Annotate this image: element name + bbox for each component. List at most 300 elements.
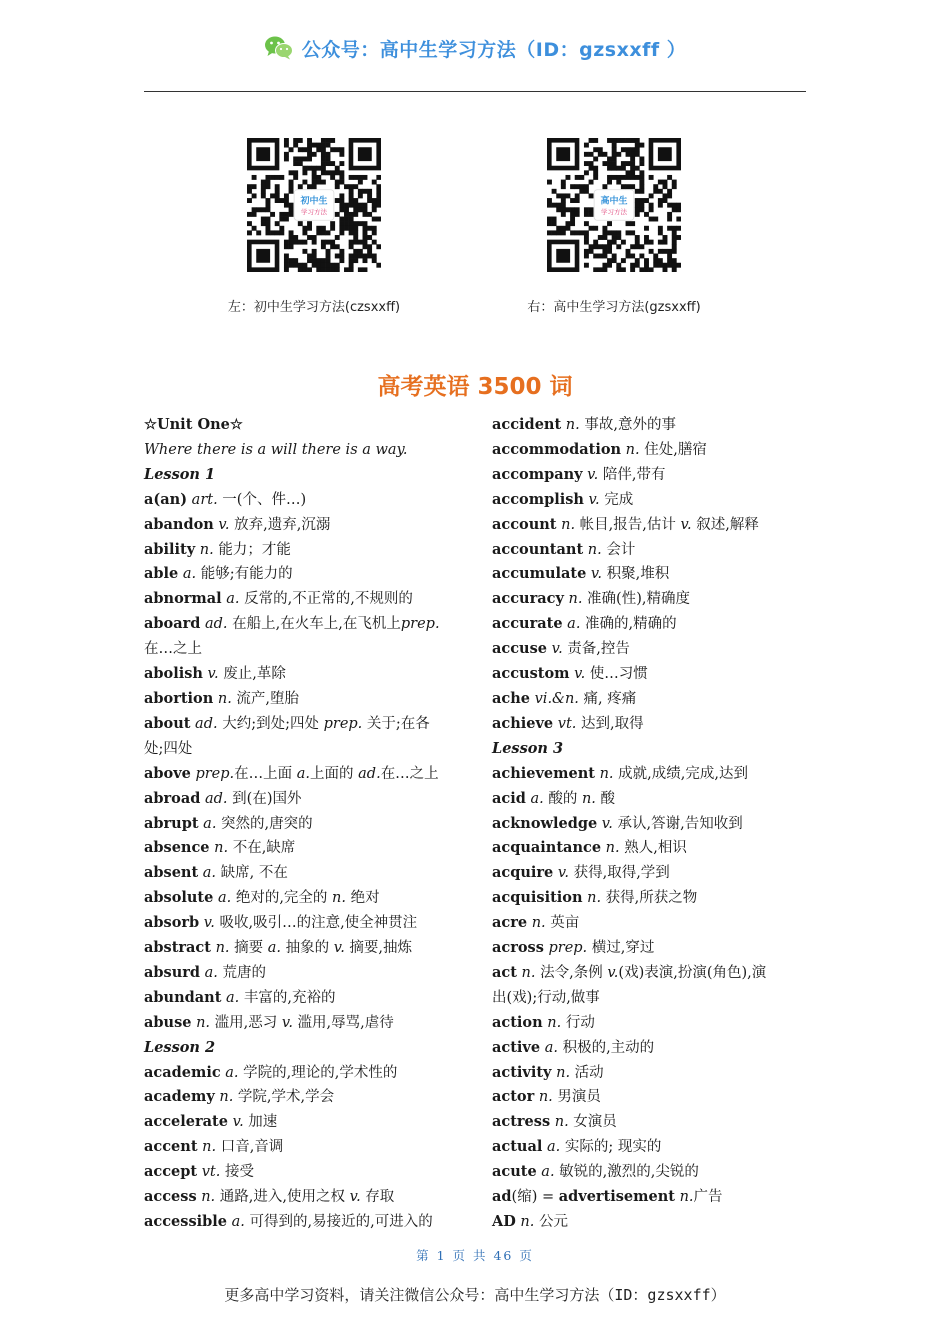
qr-module (644, 263, 649, 268)
headword: absurd (144, 963, 201, 981)
header-divider (144, 91, 806, 92)
qr-module (270, 175, 275, 180)
qr-module (612, 230, 617, 235)
qr-module (376, 198, 381, 203)
qr-module (339, 180, 344, 185)
qr-module (672, 184, 677, 189)
qr-module (298, 156, 303, 161)
part-of-speech: v. (199, 915, 215, 932)
qr-module (602, 267, 607, 272)
qr-module (593, 166, 598, 171)
qr-module (584, 184, 589, 189)
vocab-entry (144, 1110, 464, 1135)
headword: abstract (144, 939, 211, 957)
qr-module (663, 240, 668, 245)
qr-module (561, 226, 566, 231)
definition: 完成 (599, 491, 634, 508)
qr-module (607, 156, 612, 161)
headword: act (492, 963, 517, 981)
qr-module (284, 156, 289, 161)
qr-module (307, 147, 312, 152)
qr-module (284, 152, 289, 157)
qr-module (616, 263, 621, 268)
qr-module (312, 166, 317, 171)
qr-module (339, 217, 344, 222)
headword: acknowledge (492, 814, 598, 832)
definition: 责备,控告 (562, 641, 630, 658)
part-of-speech: v. (546, 641, 563, 658)
definition: 实际的; 现实的 (560, 1139, 662, 1156)
part-of-speech: n. (583, 541, 602, 558)
qr-module (635, 175, 640, 180)
qr-module (326, 161, 331, 166)
qr-module (335, 254, 340, 259)
definition: 帐目,报告,估计 (575, 516, 681, 533)
definition: 可得到的,易接近的,可进入的 (244, 1214, 433, 1230)
qr-module (552, 217, 557, 222)
headword: ad (492, 1188, 512, 1206)
qr-module (630, 170, 635, 175)
qr-module (358, 203, 363, 208)
qr-right (484, 138, 744, 315)
qr-module (344, 203, 349, 208)
qr-module (621, 240, 626, 245)
header-title: 公众号：高中生学习方法（ID：gzsxxff ） (301, 38, 687, 61)
qr-module (289, 207, 294, 212)
headword: access (144, 1188, 197, 1206)
qr-module (561, 203, 566, 208)
part-of-speech: a. (227, 1214, 245, 1230)
headword: advertisement (558, 1188, 675, 1206)
definition: 突然的,唐突的 (216, 815, 313, 832)
qr-module (330, 267, 335, 272)
qr-module (279, 230, 284, 235)
headword: about (144, 714, 191, 732)
part-of-speech: prep. (400, 616, 440, 633)
qr-module (307, 143, 312, 148)
qr-module (635, 203, 640, 208)
qr-module (570, 221, 575, 226)
qr-module (616, 175, 621, 180)
qr-module (644, 258, 649, 263)
headword: a(an) (144, 490, 188, 508)
qr-module (321, 138, 326, 143)
qr-module (321, 152, 326, 157)
vocab-entry (144, 1160, 464, 1185)
qr-module (289, 212, 294, 217)
part-of-speech: n. (582, 890, 602, 907)
definition: 加速 (243, 1114, 278, 1131)
definition: 关于;在各 (362, 715, 430, 732)
qr-module (667, 212, 672, 217)
qr-module (552, 221, 557, 226)
qr-module (607, 258, 612, 263)
qr-module (256, 207, 261, 212)
qr-module (358, 189, 363, 194)
qr-module (367, 193, 372, 198)
vocab-entry (492, 1110, 812, 1135)
qr-module (358, 267, 363, 272)
qr-module (353, 198, 358, 203)
qr-module (372, 207, 377, 212)
qr-module (663, 249, 668, 254)
headword: accomplish (492, 490, 584, 508)
qr-module (363, 189, 368, 194)
vocab-entry (492, 1085, 812, 1110)
qr-module (363, 212, 368, 217)
qr-module (584, 230, 589, 235)
qr-module (376, 184, 381, 189)
qr-module (667, 258, 672, 263)
qr-module (621, 258, 626, 263)
headword: active (492, 1038, 541, 1056)
qr-module (349, 217, 354, 222)
vocab-entry (144, 538, 464, 563)
page-header (0, 28, 950, 68)
qr-module (630, 254, 635, 259)
qr-module (302, 147, 307, 152)
qr-module (312, 240, 317, 245)
qr-module (302, 267, 307, 272)
vocab-entry (492, 836, 812, 861)
vocab-entry (492, 413, 812, 438)
vocab-entry (144, 513, 464, 538)
qr-module (589, 207, 594, 212)
qr-module (335, 166, 340, 171)
qr-module (321, 240, 326, 245)
qr-module (312, 263, 317, 268)
qr-module (289, 230, 294, 235)
qr-module (293, 240, 298, 245)
vocab-entry (144, 612, 464, 637)
qr-module (302, 249, 307, 254)
qr-module (639, 175, 644, 180)
qr-module (302, 156, 307, 161)
qr-module (376, 263, 381, 268)
part-of-speech: n. (621, 441, 640, 458)
qr-module (261, 189, 266, 194)
qr-module (552, 230, 557, 235)
definition: 绝对 (346, 890, 380, 907)
qr-module (353, 249, 358, 254)
qr-module (602, 244, 607, 249)
qr-module (275, 184, 280, 189)
qr-module (339, 147, 344, 152)
qr-module (658, 263, 663, 268)
qr-module (667, 254, 672, 259)
qr-module (593, 147, 598, 152)
qr-module (593, 170, 598, 175)
qr-module (612, 175, 617, 180)
qr-module (644, 240, 649, 245)
qr-module (247, 221, 252, 226)
qr-module (658, 230, 663, 235)
qr-module (363, 203, 368, 208)
qr-module (344, 221, 349, 226)
vocab-entry (492, 1011, 812, 1036)
definition: 学院的,理论的,学术性的 (238, 1064, 398, 1081)
qr-module (293, 263, 298, 268)
definition: 接受 (220, 1164, 254, 1181)
qr-module (667, 175, 672, 180)
qr-module (289, 184, 294, 189)
qr-module (321, 143, 326, 148)
qr-module (284, 212, 289, 217)
qr-module (584, 143, 589, 148)
definition: 滥用,恶习 (210, 1014, 282, 1031)
qr-module (612, 147, 617, 152)
definition: (戏)表演,扮演(角色),演 (618, 964, 767, 981)
vocab-entry (492, 787, 812, 812)
part-of-speech: n. (213, 690, 232, 707)
qr-module (353, 184, 358, 189)
qr-module (321, 263, 326, 268)
qr-module (247, 230, 252, 235)
definition: 能力；才能 (213, 541, 291, 558)
part-of-speech: vt. (197, 1164, 221, 1181)
qr-module (275, 230, 280, 235)
qr-module (593, 254, 598, 259)
part-of-speech: n. (542, 1014, 562, 1031)
qr-module (293, 175, 298, 180)
qr-module (349, 212, 354, 217)
part-of-speech: n. (210, 940, 230, 957)
qr-module (339, 198, 344, 203)
qr-module (584, 212, 589, 217)
definition: 男演员 (552, 1089, 601, 1106)
qr-module (335, 198, 340, 203)
vocab-entry (144, 662, 464, 687)
qr-module (639, 180, 644, 185)
qr-module (358, 180, 363, 185)
qr-module (298, 263, 303, 268)
qr-module (556, 203, 561, 208)
definition: 获得,所获之物 (601, 890, 698, 907)
qr-module (672, 240, 677, 245)
definition: 获得,取得,学到 (568, 865, 670, 882)
headword: above (144, 764, 191, 782)
qr-module (339, 230, 344, 235)
qr-module (326, 263, 331, 268)
definition: 英亩 (545, 915, 580, 932)
qr-module (663, 193, 668, 198)
part-of-speech: a. (220, 1064, 239, 1081)
definition: 存取 (360, 1189, 395, 1206)
qr-module (344, 217, 349, 222)
qr-module (630, 166, 635, 171)
definition: 公元 (534, 1214, 568, 1230)
definition: 活动 (570, 1064, 604, 1081)
qr-module (339, 249, 344, 254)
qr-module (676, 203, 681, 208)
qr-module (307, 235, 312, 240)
qr-module (289, 244, 294, 249)
qr-module (556, 226, 561, 231)
vocab-entry-continuation (144, 637, 464, 662)
qr-module (326, 138, 331, 143)
qr-module (307, 184, 312, 189)
definition: 熟人,相识 (619, 840, 687, 857)
qr-module (607, 175, 612, 180)
qr-module (298, 138, 303, 143)
qr-module (584, 249, 589, 254)
headword: academic (144, 1063, 221, 1081)
qr-module (593, 244, 598, 249)
qr-module (349, 198, 354, 203)
qr-module (635, 198, 640, 203)
qr-module (349, 240, 354, 245)
vocab-entry (144, 911, 464, 936)
qr-module (607, 180, 612, 185)
definition: 在…上面 (234, 765, 297, 782)
qr-module (584, 254, 589, 259)
qr-module (635, 235, 640, 240)
qr-module (658, 258, 663, 263)
qr-module (667, 217, 672, 222)
definition: 法令,条例 (535, 964, 608, 981)
qr-module (644, 212, 649, 217)
vocab-entry (492, 463, 812, 488)
qr-module (335, 244, 340, 249)
qr-module (658, 240, 663, 245)
qr-module (293, 156, 298, 161)
qr-module (584, 161, 589, 166)
qr-module (312, 180, 317, 185)
qr-module (612, 143, 617, 148)
qr-module (358, 249, 363, 254)
headword: abundant (144, 988, 222, 1006)
part-of-speech: a. (178, 566, 197, 583)
qr-module (289, 147, 294, 152)
headword: acre (492, 914, 528, 932)
qr-module (367, 212, 372, 217)
headword: abnormal (144, 590, 222, 608)
qr-module (312, 254, 317, 259)
definition: 缺席, 不在 (216, 865, 288, 882)
qr-module (302, 170, 307, 175)
vocab-entry (492, 1210, 812, 1235)
qr-module (339, 175, 344, 180)
qr-module (639, 267, 644, 272)
qr-module (589, 244, 594, 249)
qr-module (602, 152, 607, 157)
qr-module (367, 226, 372, 231)
qr-module (653, 258, 658, 263)
qr-module (372, 203, 377, 208)
qr-module (358, 254, 363, 259)
vocab-entry (144, 787, 464, 812)
qr-module (667, 203, 672, 208)
qr-module (372, 226, 377, 231)
qr-module (358, 207, 363, 212)
qr-module (261, 221, 266, 226)
qr-module (626, 230, 631, 235)
headword: accompany (492, 465, 583, 483)
qr-module (298, 267, 303, 272)
qr-module (252, 193, 257, 198)
qr-module (589, 212, 594, 217)
qr-module (639, 207, 644, 212)
qr-module (316, 258, 321, 263)
qr-module (372, 180, 377, 185)
vocab-entry (492, 762, 812, 787)
part-of-speech: v. (227, 1114, 244, 1131)
qr-module (602, 254, 607, 259)
definition: 积极的,主动的 (557, 1039, 655, 1056)
vocab-entry (144, 861, 464, 886)
qr-module (552, 189, 557, 194)
part-of-speech: v. (583, 491, 600, 508)
headword: actress (492, 1113, 551, 1131)
qr-module (672, 226, 677, 231)
qr-module (626, 175, 631, 180)
definition: 在船上,在火车上,在飞机上 (227, 616, 401, 633)
qr-module (621, 166, 626, 171)
part-of-speech: a. (198, 815, 217, 832)
qr-module (635, 258, 640, 263)
qr-module (556, 193, 561, 198)
qr-module (658, 226, 663, 231)
qr-module (349, 193, 354, 198)
qr-module (339, 203, 344, 208)
qr-module (275, 221, 280, 226)
definition: 准确的,精确的 (580, 616, 677, 633)
vocab-entry (144, 936, 464, 961)
qr-module (349, 258, 354, 263)
qr-module (676, 235, 681, 240)
vocab-entry (144, 1135, 464, 1160)
vocab-entry (492, 961, 812, 986)
qr-module (616, 138, 621, 143)
qr-module (349, 203, 354, 208)
qr-module (667, 189, 672, 194)
qr-module (575, 193, 580, 198)
qr-module (353, 175, 358, 180)
qr-module (353, 235, 358, 240)
qr-module (672, 230, 677, 235)
qr-module (330, 170, 335, 175)
qr-module (326, 170, 331, 175)
qr-module (312, 184, 317, 189)
qr-module (289, 189, 294, 194)
qr-module (584, 221, 589, 226)
definition: 陪伴,带有 (598, 466, 666, 483)
headword: accessible (144, 1213, 227, 1230)
qr-module (330, 161, 335, 166)
qr-module (307, 152, 312, 157)
qr-module (561, 180, 566, 185)
qr-module (635, 166, 640, 171)
part-of-speech: prep. (190, 765, 235, 782)
part-of-speech: prep. (543, 940, 588, 957)
headword: abrupt (144, 814, 199, 832)
qr-module (667, 249, 672, 254)
qr-module (649, 175, 654, 180)
part-of-speech: vi.&n. (530, 690, 579, 707)
vocab-entry (144, 687, 464, 712)
part-of-speech: a. (536, 1164, 555, 1181)
headword: acute (492, 1163, 537, 1181)
headword: accountant (492, 540, 584, 558)
qr-module (265, 230, 270, 235)
qr-module (326, 258, 331, 263)
qr-module (584, 207, 589, 212)
part-of-speech: ad. (190, 715, 218, 732)
qr-module (589, 166, 594, 171)
qr-logo-text: 高中生 (600, 196, 628, 207)
qr-module (289, 240, 294, 245)
definition: 通路,进入,使用之权 (215, 1189, 350, 1206)
